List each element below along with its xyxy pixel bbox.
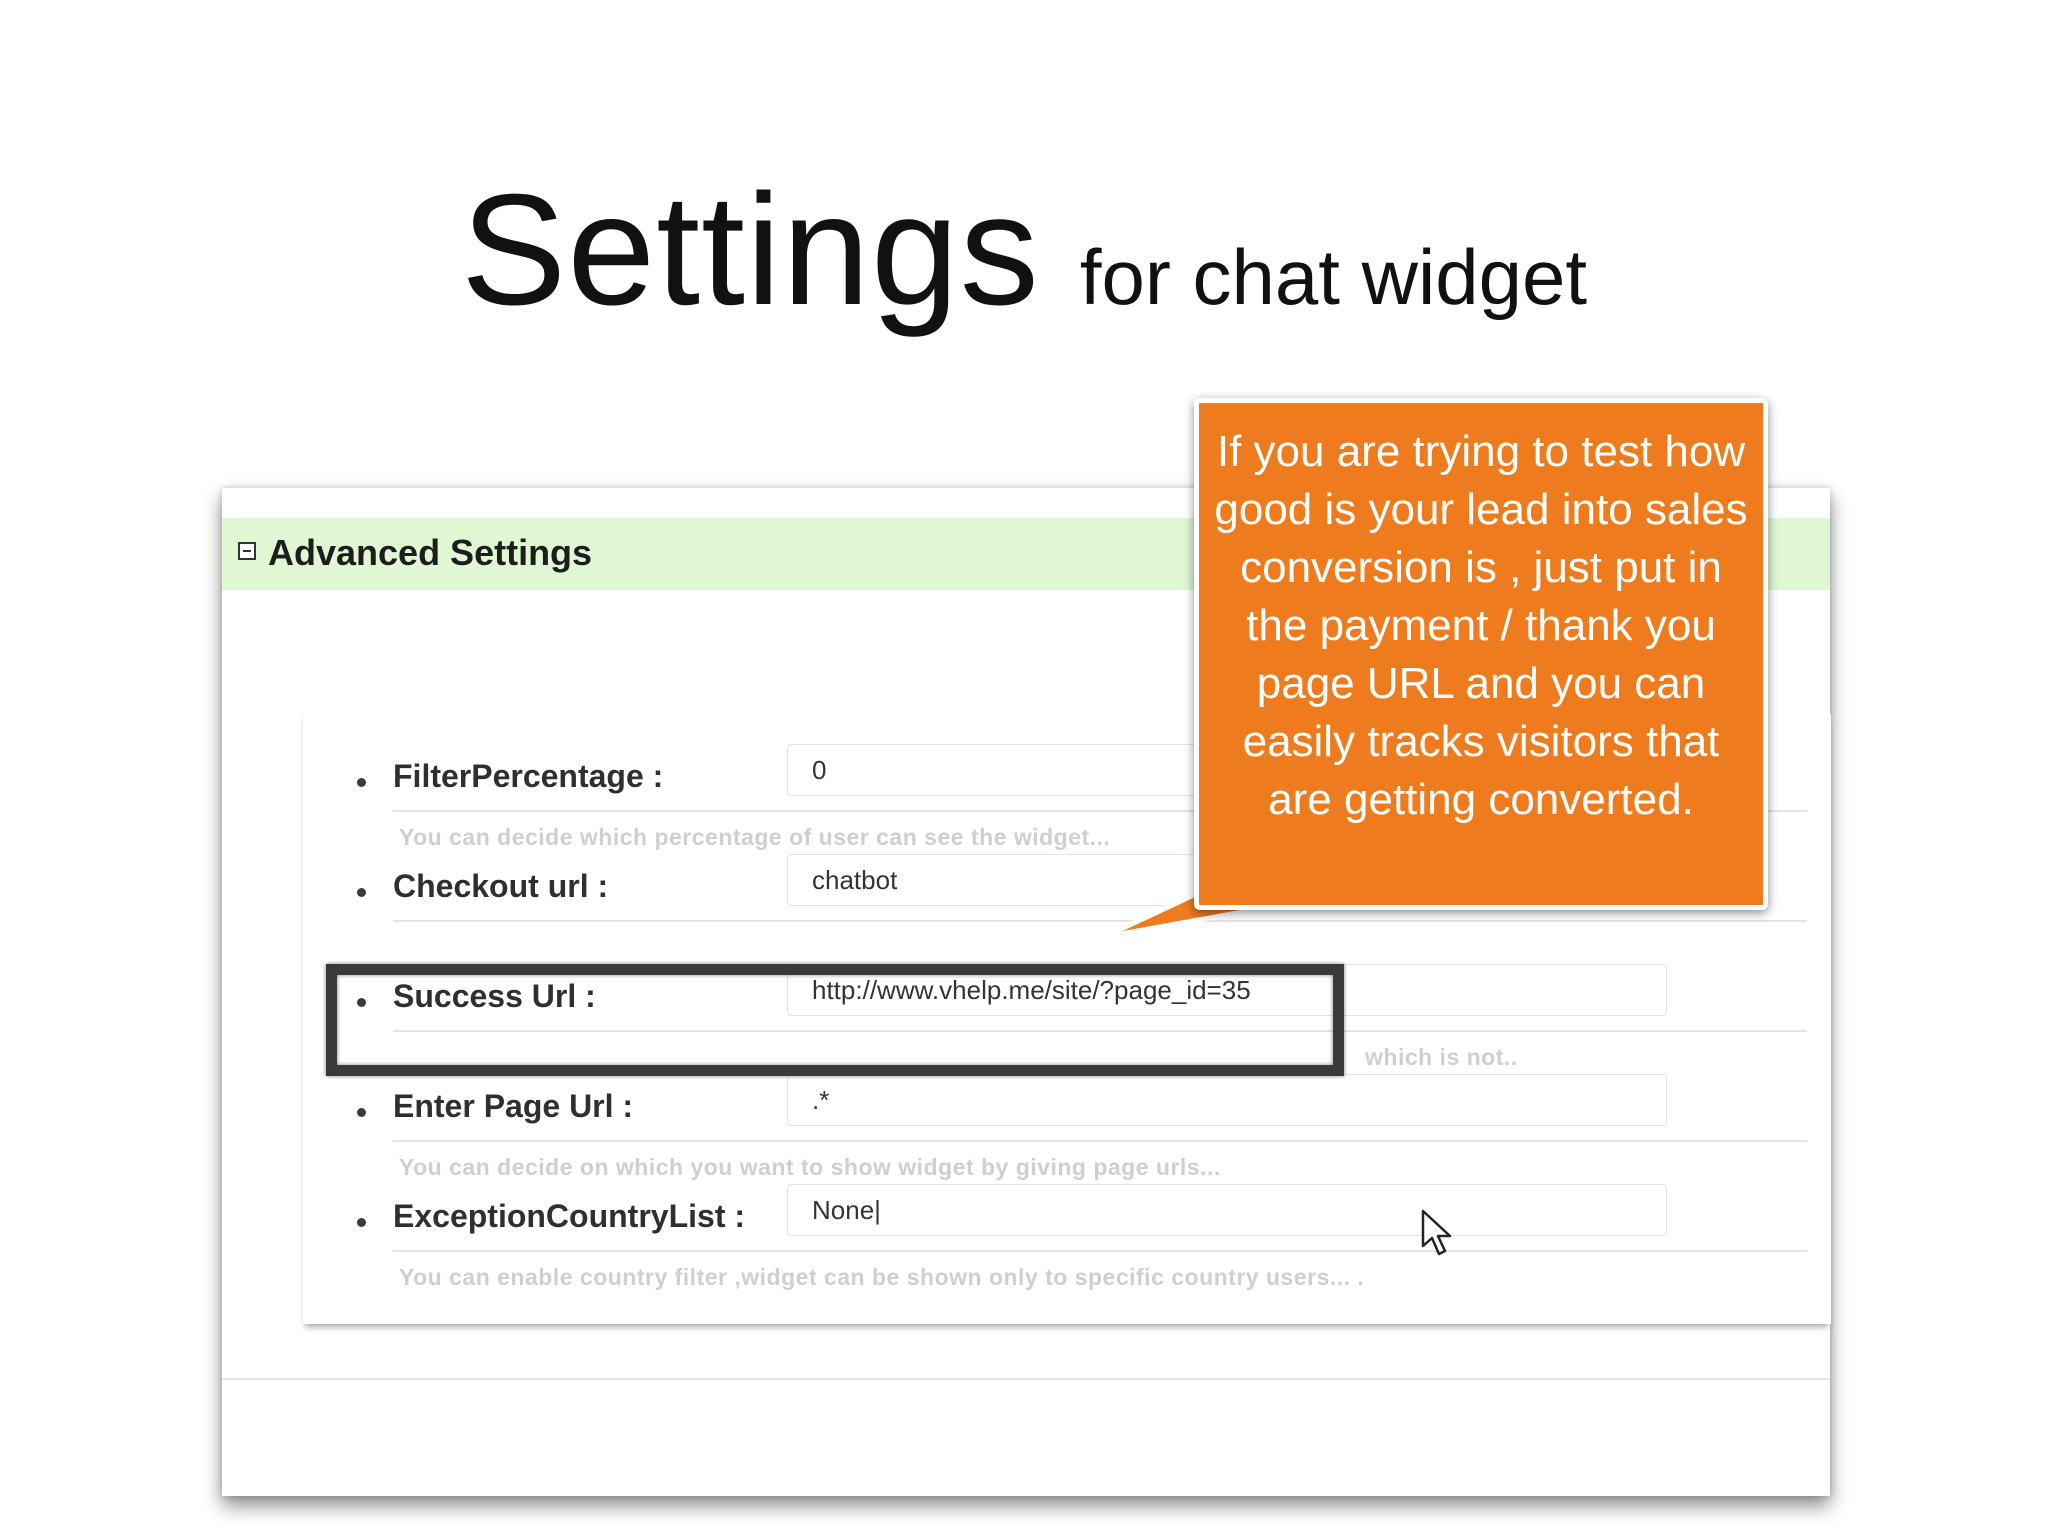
slide-title [0, 160, 2048, 341]
checkout-url-input[interactable]: chatbot [787, 854, 1217, 906]
divider [393, 1140, 1807, 1142]
bullet [357, 1108, 366, 1117]
bullet [357, 888, 366, 897]
enter-page-url-label: Enter Page Url : [393, 1088, 634, 1124]
success-url-help: which is not.. [1365, 1044, 1518, 1070]
enter-page-url-input[interactable]: .* [787, 1074, 1667, 1126]
collapse-minus-icon[interactable] [238, 542, 256, 560]
filter-percentage-help: You can decide which percentage of user can see the widget... [399, 824, 1111, 850]
bullet [357, 778, 366, 787]
success-url-label: Success Url : [393, 978, 596, 1014]
exception-country-list-input[interactable]: None| [787, 1184, 1667, 1236]
success-url-input[interactable]: http://www.vhelp.me/site/?page_id=35 [787, 964, 1667, 1016]
bullet [357, 1218, 366, 1227]
slide-title-main: Settings [460, 162, 1040, 338]
checkout-url-label: Checkout url : [393, 868, 609, 904]
exception-country-list-label: ExceptionCountryList : [393, 1198, 746, 1234]
success-url-highlight-box [326, 964, 1344, 1076]
callout-text: If you are trying to test how good is your lead into sales conversion is , just put in the payment / thank you page URL and you can easily tracks visitors that are getting converted. [1214, 427, 1748, 824]
callout-tooltip [1194, 398, 1768, 910]
filter-percentage-input[interactable]: 0 [787, 744, 1217, 796]
panel-divider [222, 1378, 1830, 1380]
mouse-pointer-icon [1420, 1208, 1454, 1258]
advanced-settings-title: Advanced Settings [268, 532, 593, 573]
filter-percentage-label: FilterPercentage : [393, 758, 664, 794]
enter-page-url-help: You can decide on which you want to show widget by giving page urls... [399, 1154, 1221, 1180]
slide-title-sub: for chat widget [1079, 233, 1588, 321]
exception-country-list-help: You can enable country filter ,widget can be shown only to specific country users... . [399, 1264, 1365, 1290]
divider [393, 1250, 1807, 1252]
